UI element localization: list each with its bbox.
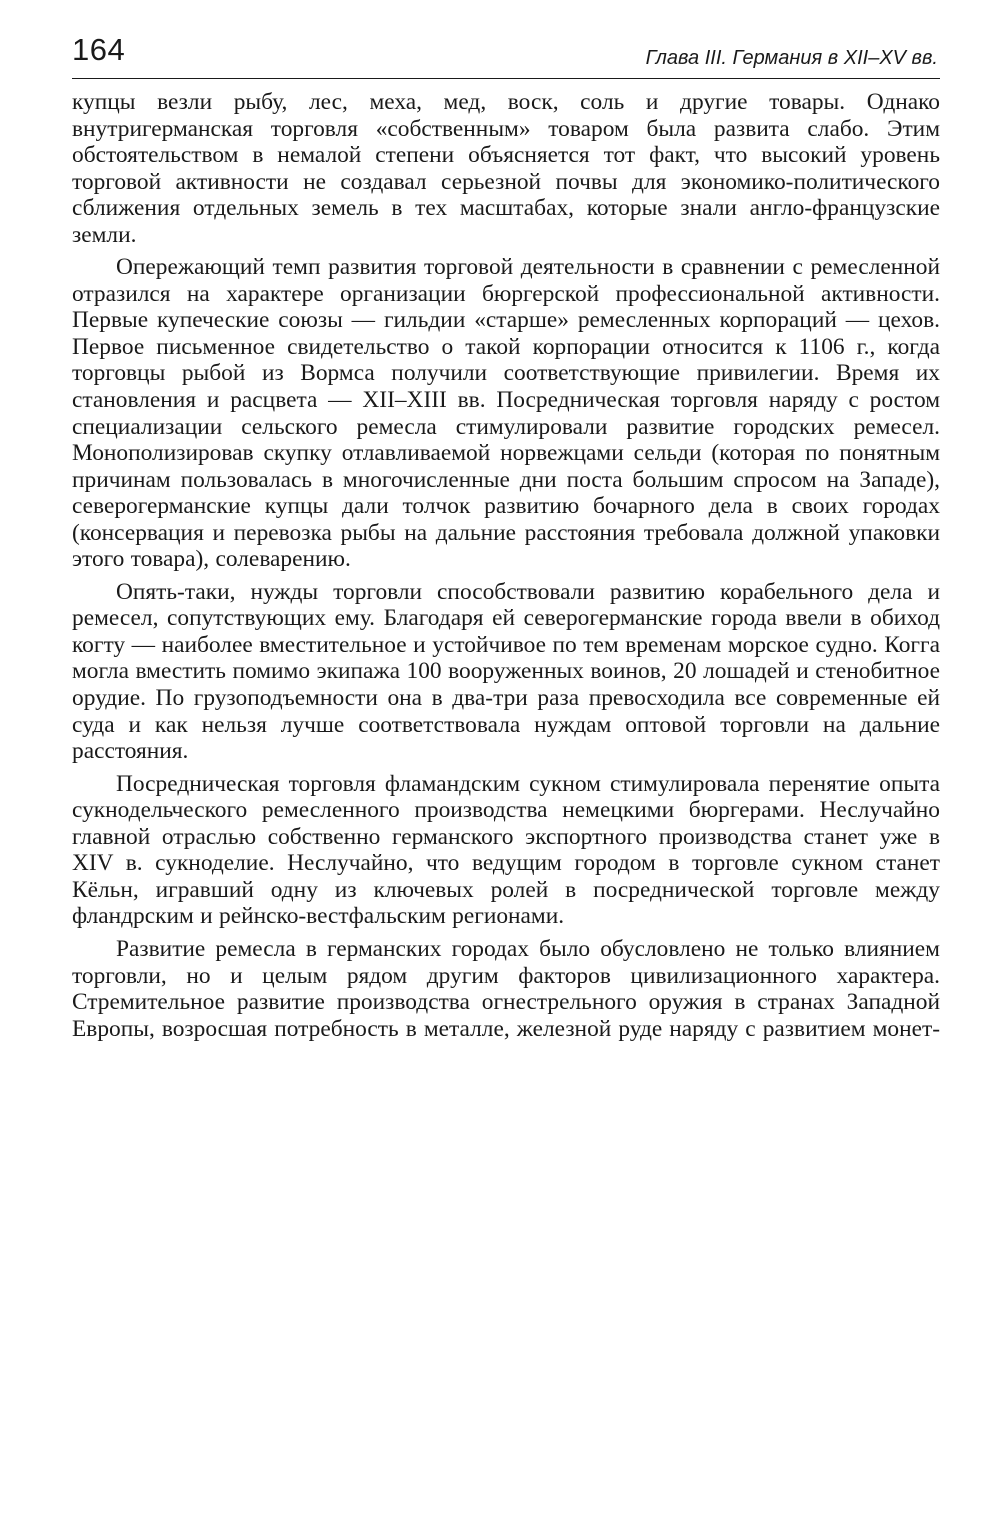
book-page <box>72 30 940 1042</box>
page-number: 164 <box>72 32 126 67</box>
paragraph-2: Опережающий темп развития торговой деятельности в сравнении с ремесленной отразился на характере организации бюргерской профессиональной активности. Первые купеческие союзы — гильдии «старше» ремесленных корпораций — цехов. Первое письменное свидетельство о такой корпорации относится к 1106 г., когда торговцы рыбой из Вормса получили соответствующие привилегии. Время их становления и расцвета — XII–XIII вв. Посредническая торговля наряду с ростом специализации сельского ремесла стимулировали развитие городских ремесел. Монополизировав скупку отлавливаемой норвежцами сельди (которая по понятным причинам пользовалась в многочисленные дни поста большим спросом на Западе), северогерманские купцы дали толчок развитию бочарного дела в своих городах (консервация и перевозка рыбы на дальние расстояния требовала должной упаковки этого товара), солеварению. <box>72 254 940 573</box>
paragraph-4: Посредническая торговля фламандским сукном стимулировала перенятие опыта сукнодельческого ремесленного производства немецкими бюргерами. Неслучайно главной отраслью собственно германского экспортного производства станет уже в XIV в. сукноделие. Неслучайно, что ведущим городом в торговле сукном станет Кёльн, игравший одну из ключевых ролей в посреднической торговле между фландрским и рейнско-вестфальским регионами. <box>72 770 940 930</box>
paragraph-5: Развитие ремесла в германских городах было обусловлено не только влиянием торговли, но и целым рядом другим факторов цивилизационного характера. Стремительное развитие производства огнестрельного оружия в странах Западной Европы, возросшая потребность в металле, железной руде наряду с развитием монет- <box>72 935 940 1042</box>
paragraph-3: Опять-таки, нужды торговли способствовали развитию корабельного дела и ремесел, сопутствующих ему. Благодаря ей северогерманские города ввели в обиход когту — наиболее вместительное и устойчивое по тем временам морское судно. Когга могла вместить помимо экипажа 100 вооруженных воинов, 20 лошадей и стенобитное орудие. По грузоподъемности она в два-три раза превосходила все современные ей суда и как нельзя лучше соответствовала нуждам оптовой торговли на дальние расстояния. <box>72 578 940 765</box>
running-head: Глава III. Германия в XII–XV вв. <box>645 47 938 69</box>
page-header <box>72 30 940 79</box>
body-text <box>72 89 940 1042</box>
paragraph-1: купцы везли рыбу, лес, меха, мед, воск, соль и другие товары. Однако внутригерманская торговля «собственным» товаром была развита слабо. Этим обстоятельством в немалой степени объясняется тот факт, что высокий уровень торговой активности не создавал серьезной почвы для экономико-политического сближения отдельных земель в тех масштабах, которые знали англо-французские земли. <box>72 89 940 248</box>
